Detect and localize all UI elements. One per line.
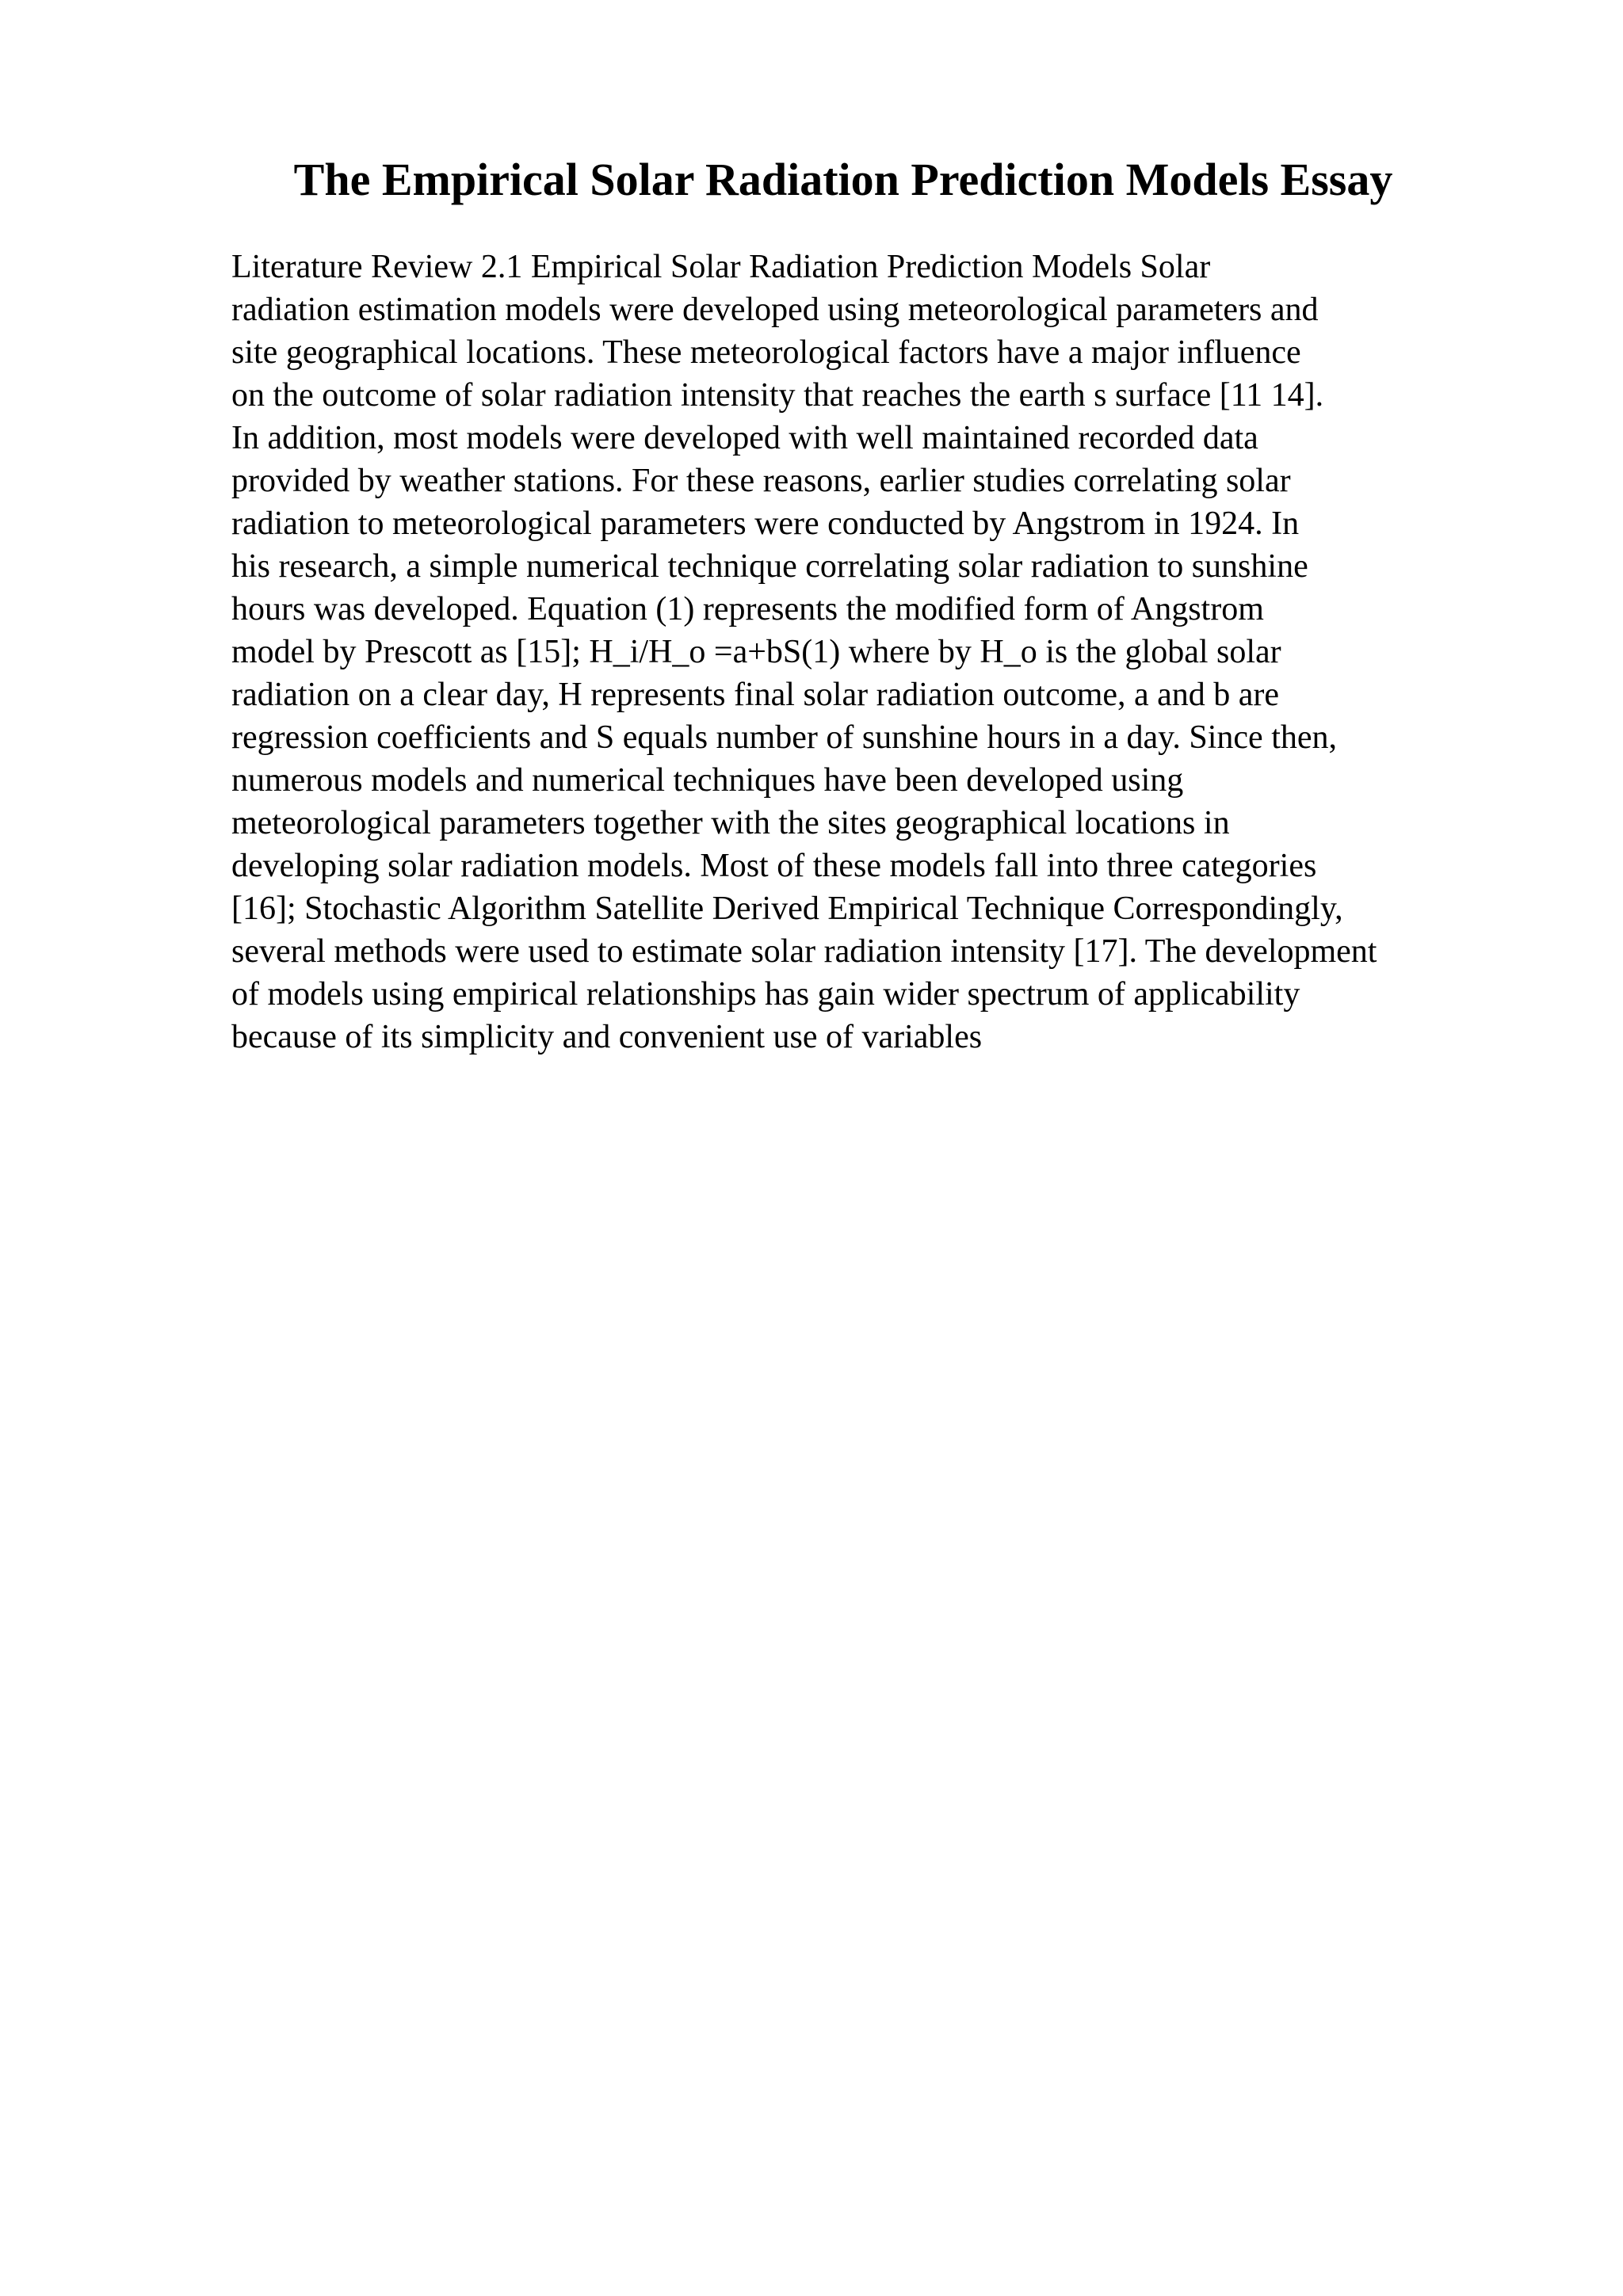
paragraph-line: of models using empirical relationships has gain wider spectrum of applicability	[231, 976, 1300, 1013]
paragraph-line: In addition, most models were developed with well maintained recorded data	[231, 420, 1258, 456]
paragraph-line: radiation to meteorological parameters were conducted by Angstrom in 1924. In	[231, 505, 1300, 542]
paragraph-line: several methods were used to estimate solar radiation intensity [17]. The development	[231, 933, 1377, 970]
paragraph-line: radiation on a clear day, H represents final solar radiation outcome, a and b are	[231, 677, 1280, 713]
paragraph-line: developing solar radiation models. Most of these models fall into three categories	[231, 848, 1317, 884]
paragraph-line: on the outcome of solar radiation intensity that reaches the earth s surface [11 14].	[231, 377, 1324, 414]
paragraph-line: provided by weather stations. For these reasons, earlier studies correlating solar	[231, 463, 1291, 499]
paragraph-line: regression coefficients and S equals number of sunshine hours in a day. Since then,	[231, 719, 1338, 756]
paragraph-line: hours was developed. Equation (1) represents the modified form of Angstrom	[231, 591, 1264, 627]
document-title: The Empirical Solar Radiation Prediction Models Essay	[293, 154, 1393, 205]
paragraph-line: numerous models and numerical techniques have been developed using	[231, 762, 1184, 799]
paragraph-line: because of its simplicity and convenient use of variables	[231, 1019, 983, 1055]
paragraph-line: [16]; Stochastic Algorithm Satellite Derived Empirical Technique Correspondingly,	[231, 891, 1343, 927]
paragraph-line: radiation estimation models were developed using meteorological parameters and	[231, 292, 1319, 328]
paragraph-line: site geographical locations. These meteorological factors have a major influence	[231, 334, 1301, 371]
paragraph-line: model by Prescott as [15]; H_i/H_o =a+bS(1) where by H_o is the global solar	[231, 634, 1281, 670]
paragraph-line: Literature Review 2.1 Empirical Solar Radiation Prediction Models Solar	[231, 249, 1211, 285]
paragraph-line: meteorological parameters together with the sites geographical locations in	[231, 805, 1230, 841]
paragraph-line: his research, a simple numerical technique correlating solar radiation to sunshine	[231, 548, 1308, 585]
body-paragraph	[231, 246, 1515, 1058]
